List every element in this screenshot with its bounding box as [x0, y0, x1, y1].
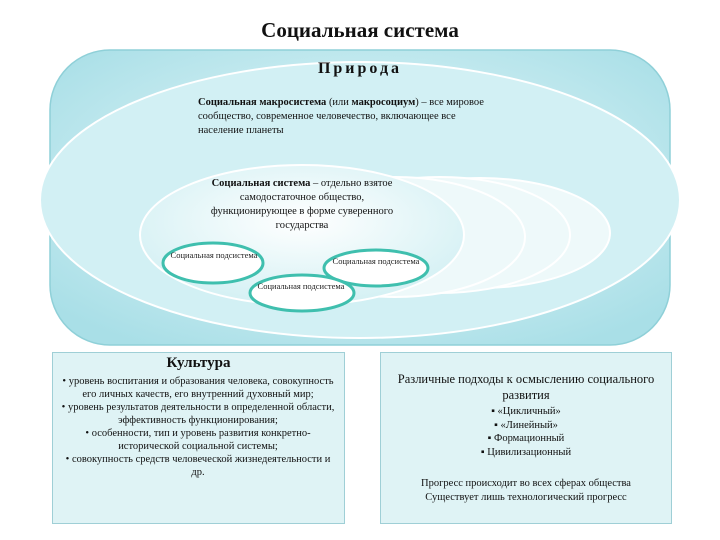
culture-item: • совокупность средств человеческой жизнедеятельности и др. — [59, 453, 337, 479]
approaches-box — [380, 352, 672, 524]
macrosystem-paren: (или — [326, 97, 352, 108]
page-title: Социальная система — [261, 18, 459, 42]
society-term: Социальная система — [211, 178, 311, 189]
subsystem-ellipse-1 — [163, 243, 263, 283]
subsystem-label-2: Социальная подсистема — [332, 256, 420, 266]
macrosystem-definition — [198, 96, 498, 138]
culture-list — [59, 375, 337, 479]
society-description: – отдельно взятое самодостаточное общество, функционирующее в форме суверенного государства — [210, 178, 394, 231]
subsystem-label-1: Социальная подсистема — [170, 250, 258, 260]
culture-item: • особенности, тип и уровень развития конкретно-исторической социальной системы; — [59, 427, 337, 453]
approach-item: ▪ «Линейный» — [391, 419, 661, 433]
approach-item: ▪ Цивилизационный — [391, 446, 661, 460]
society-definition — [207, 177, 397, 233]
nature-label: Природа — [317, 60, 403, 77]
macrosystem-term-alt: макросоциум — [351, 97, 416, 108]
culture-box — [52, 352, 345, 524]
culture-title: Культура — [166, 355, 231, 371]
progress-statement-1: Прогресс происходит во всех сферах общества — [421, 478, 631, 489]
approaches-heading: Различные подходы к осмыслению социального развития — [397, 372, 655, 402]
approach-item: ▪ Формационный — [391, 432, 661, 446]
macrosystem-description: ) – все мировое сообщество, современное человечество, включающее все население планеты — [198, 97, 484, 136]
approaches-footer — [391, 477, 661, 504]
macrosystem-term: Социальная макросистема — [198, 97, 327, 108]
culture-item: • уровень воспитания и образования человека, совокупность его личных качеств, его внутренний духовный мир; — [59, 375, 337, 401]
progress-statement-2: Существует лишь технологический прогресс — [425, 491, 627, 503]
culture-item: • уровень результатов деятельности в определенной области, эффективность функционирования; — [59, 401, 337, 427]
approaches-list — [391, 405, 661, 459]
subsystem-label-3: Социальная подсистема — [257, 281, 345, 291]
approach-item: ▪ «Цикличный» — [391, 405, 661, 419]
